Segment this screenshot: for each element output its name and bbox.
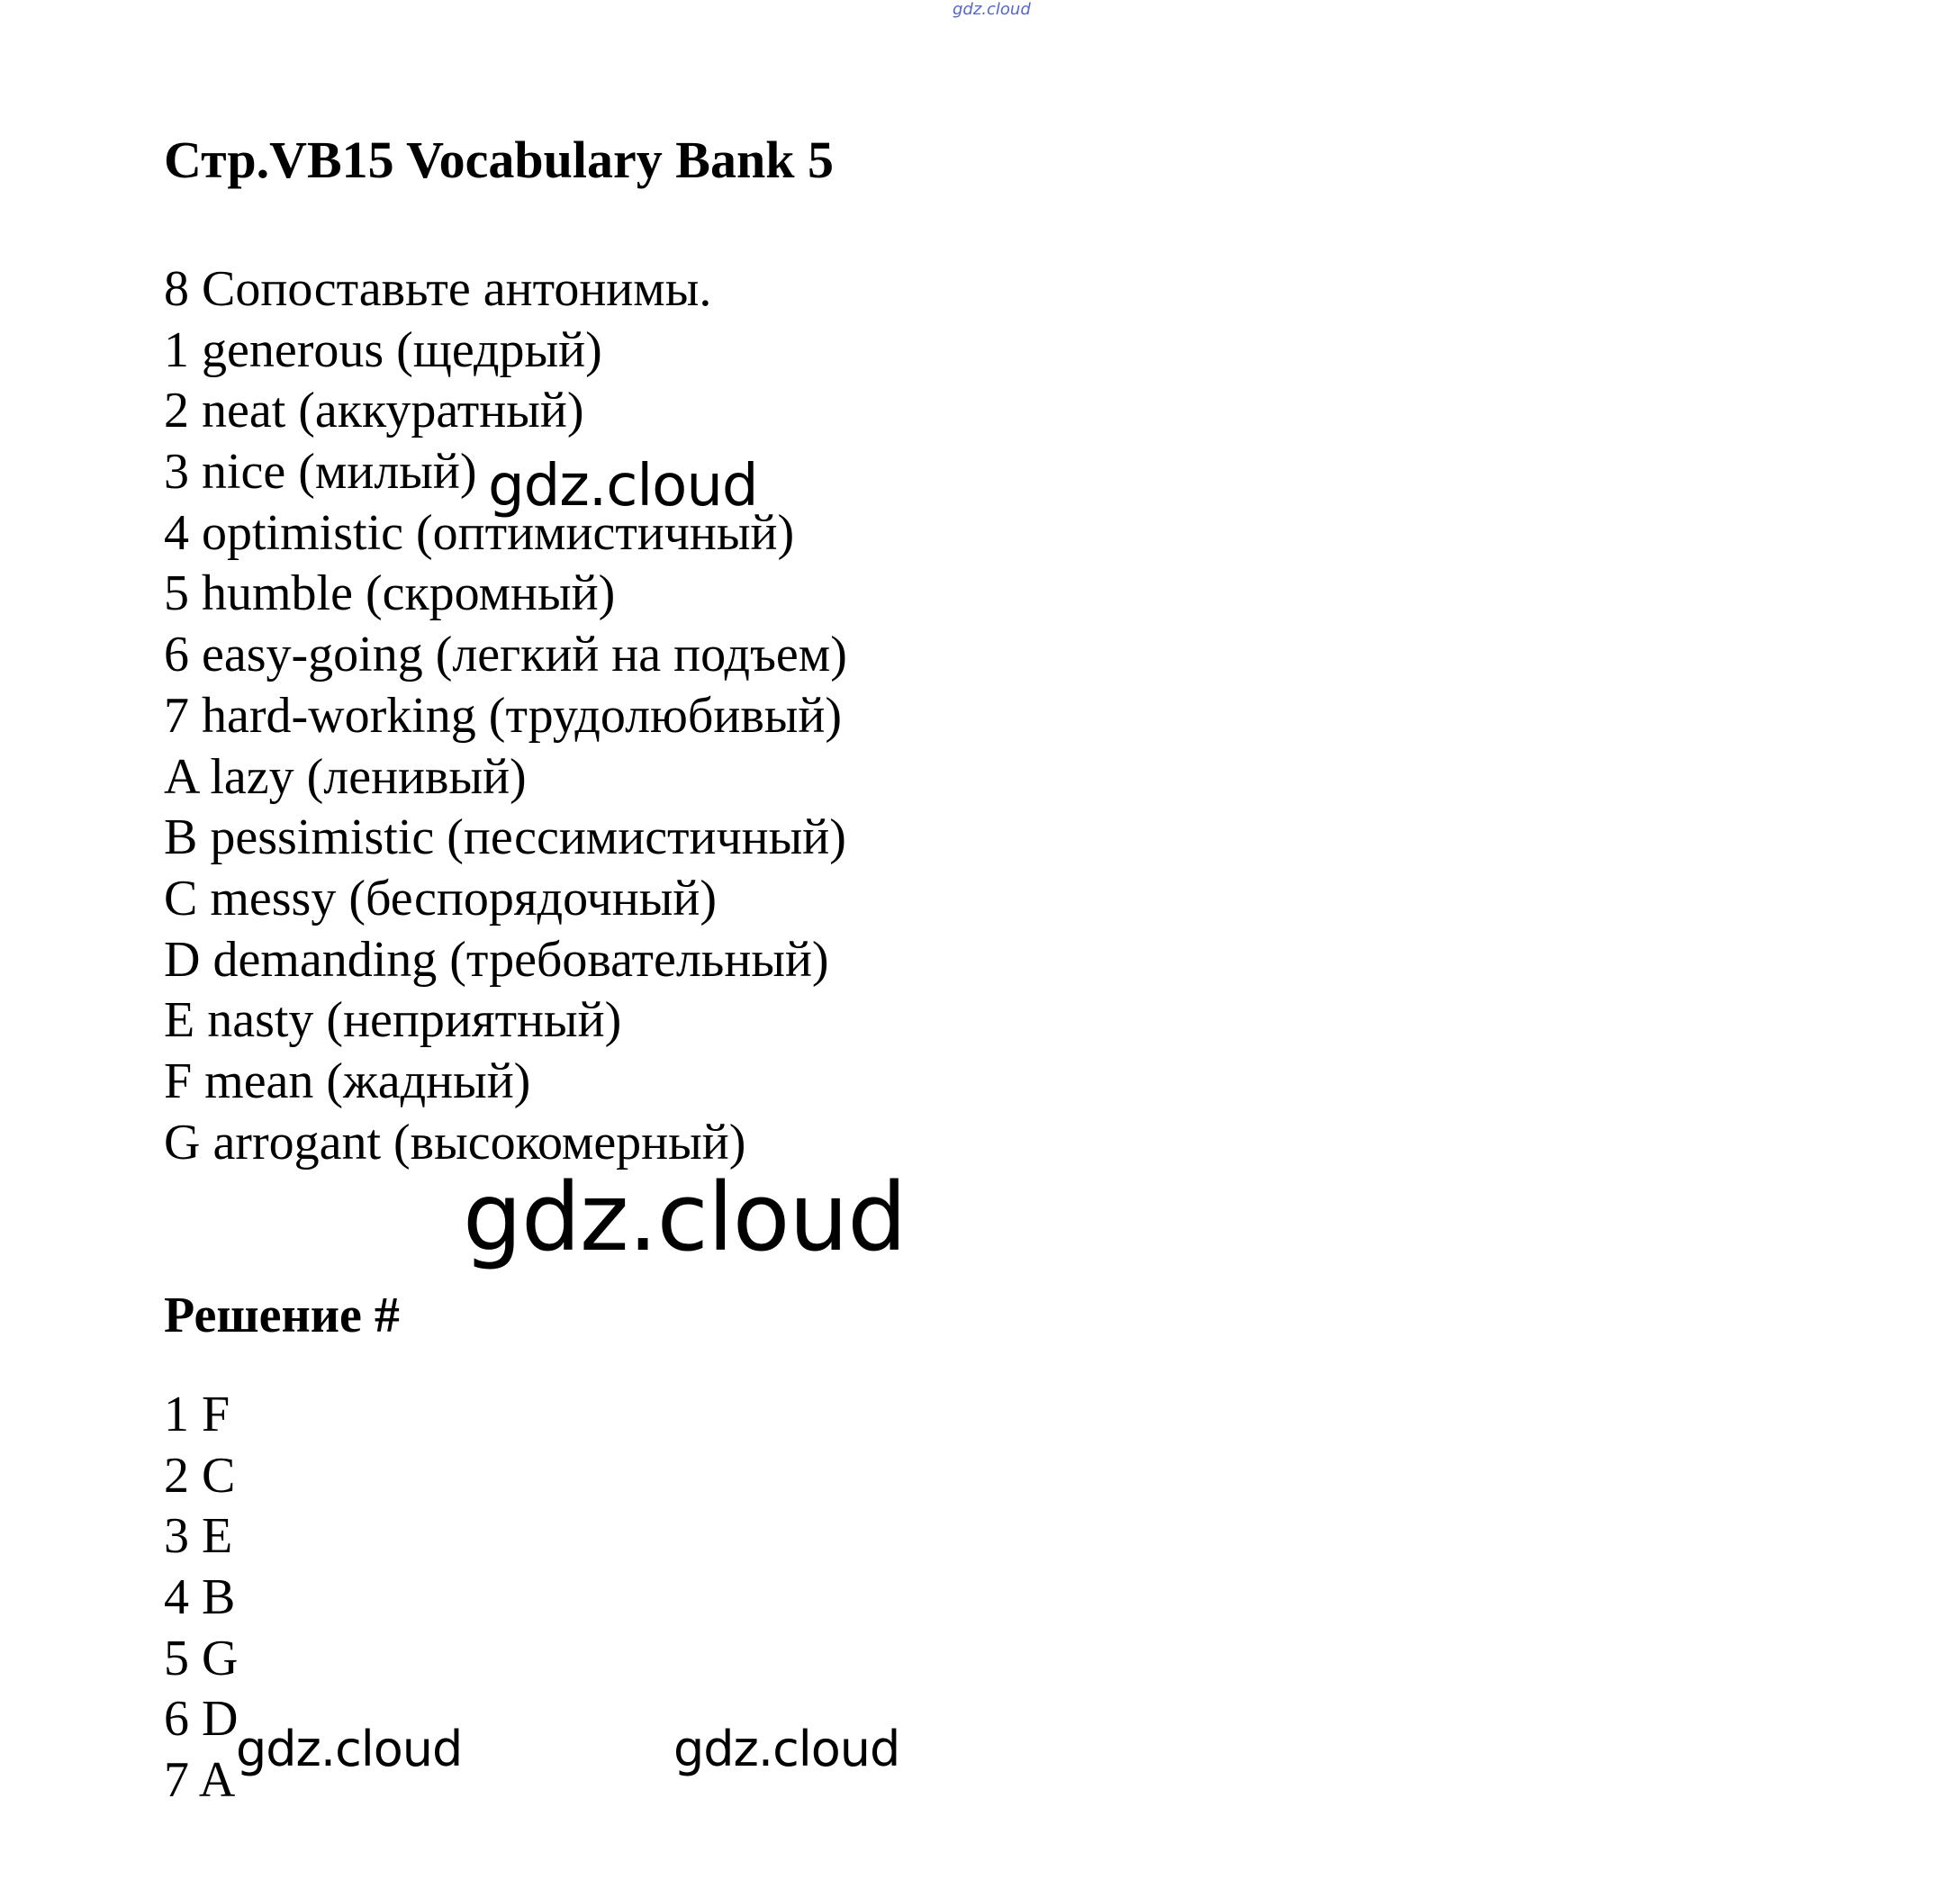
task-instruction: 8 Сопоставьте антонимы.: [164, 261, 712, 317]
answer-item: 4 B: [164, 1569, 236, 1626]
task-option: D demanding (требовательный): [164, 931, 829, 988]
answer-item: 1 F: [164, 1387, 230, 1442]
task-option: E nasty (неприятный): [164, 992, 622, 1049]
answer-item: 3 E: [164, 1508, 233, 1565]
task-option: B pessimistic (пессимистичный): [164, 809, 846, 866]
top-watermark: gdz.cloud: [953, 0, 1031, 19]
task-block: [164, 259, 847, 1173]
task-item: 2 neat (аккуратный): [164, 383, 584, 439]
answer-item: 6 D: [164, 1691, 239, 1748]
task-option: G arrogant (высокомерный): [164, 1114, 746, 1170]
watermark: gdz.cloud: [488, 453, 758, 520]
task-item: 5 humble (скромный): [164, 565, 616, 622]
task-option: C messy (беспорядочный): [164, 870, 718, 926]
watermark: gdz.cloud: [236, 1721, 463, 1777]
answer-item: 2 C: [164, 1447, 236, 1504]
task-item: 6 easy-going (легкий на подъем): [164, 627, 847, 683]
watermark: gdz.cloud: [463, 1162, 907, 1272]
task-item: 7 hard-working (трудолюбивый): [164, 687, 843, 744]
task-item: 4 optimistic (оптимистичный): [164, 504, 795, 561]
answer-item: 7 A: [164, 1752, 236, 1809]
page-title: Стр.VB15 Vocabulary Bank 5: [164, 131, 834, 189]
task-option: F mean (жадный): [164, 1053, 531, 1109]
task-item: 3 nice (милый): [164, 444, 477, 501]
task-item: 1 generous (щедрый): [164, 321, 602, 378]
solution-title: Решение #: [164, 1288, 400, 1343]
answers-block: [164, 1385, 238, 1812]
answer-item: 5 G: [164, 1630, 239, 1686]
task-option: A lazy (ленивый): [164, 748, 527, 805]
watermark: gdz.cloud: [673, 1721, 900, 1777]
